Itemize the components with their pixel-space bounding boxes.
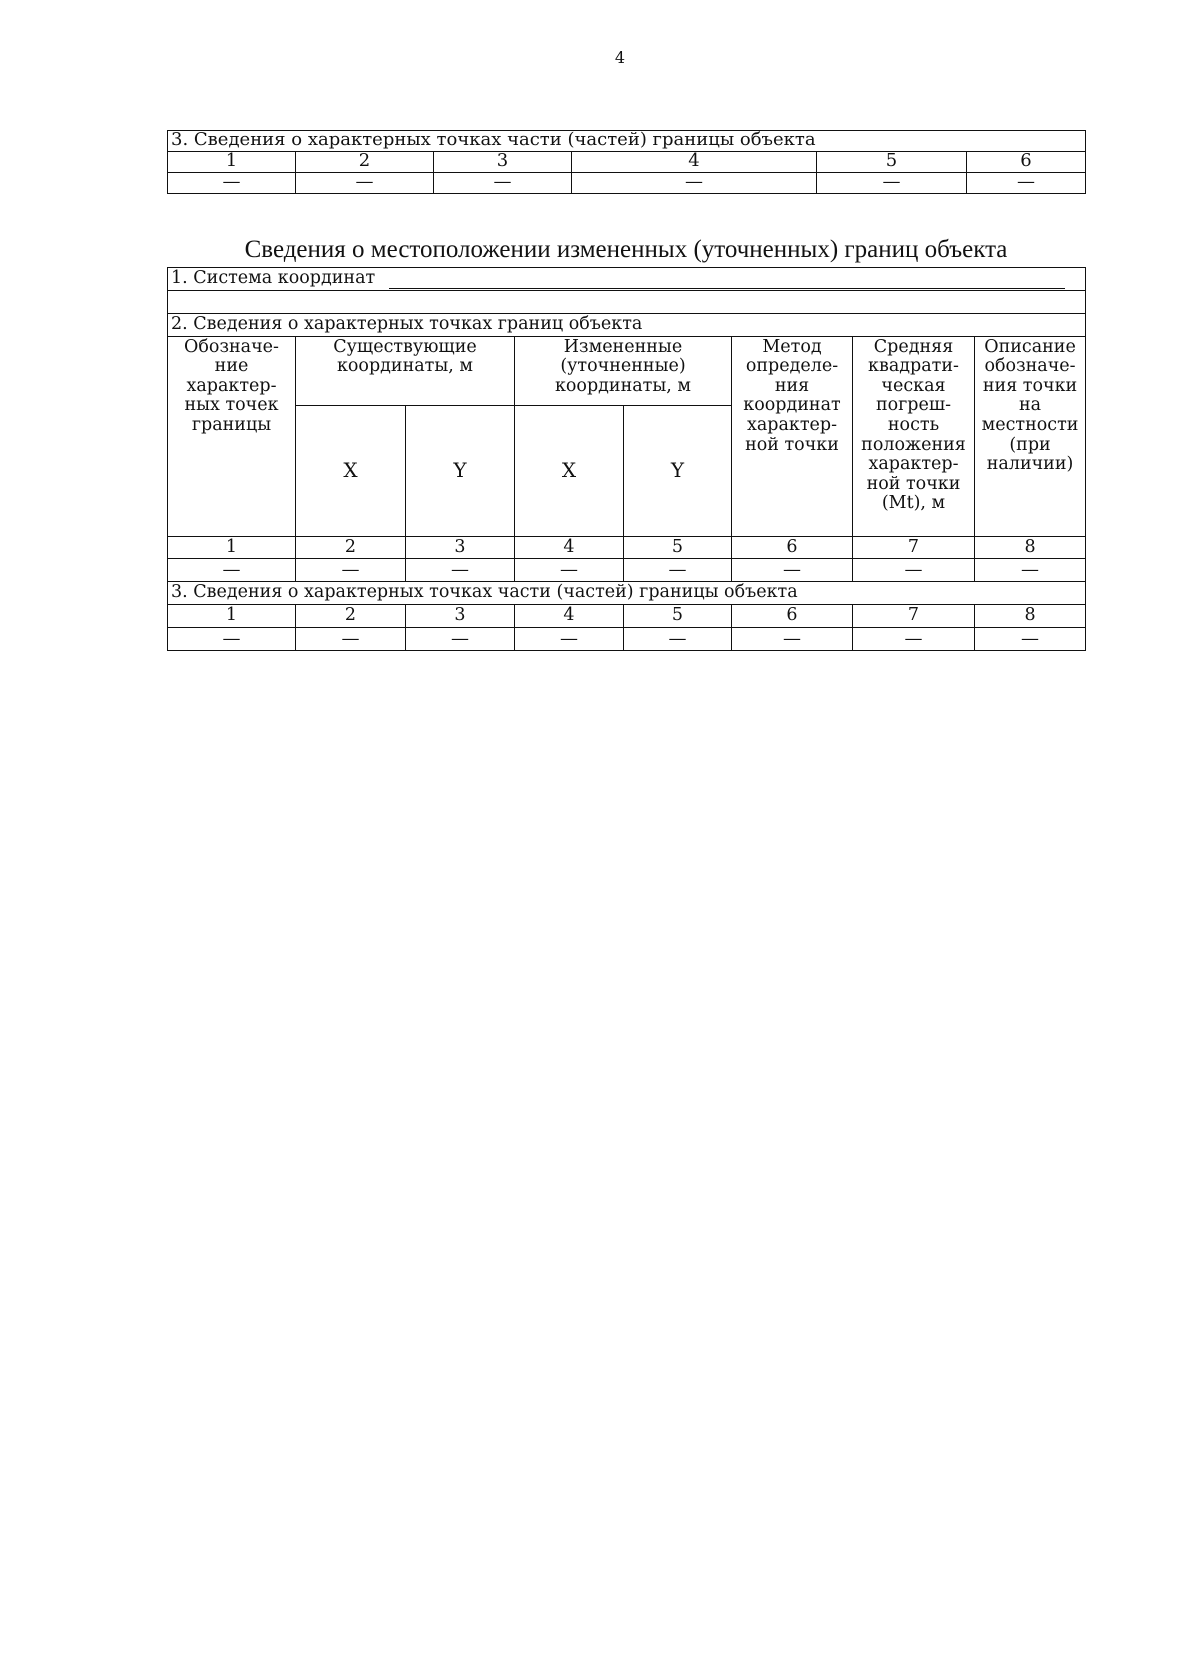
table-cell: —	[168, 173, 296, 194]
blank-row	[168, 291, 1086, 314]
column-number: 2	[296, 152, 434, 173]
column-number: 6	[967, 152, 1086, 173]
coordinate-system-blank-line	[389, 270, 1065, 289]
column-number: 7	[853, 604, 975, 627]
header-mean-square-error: Средняя квадрати- ческая погреш- ность положения характер- ной точки (Mt), м	[853, 336, 975, 536]
header-existing-x: X	[296, 405, 406, 536]
coordinate-system-label: 1. Система координат	[171, 268, 376, 288]
header-method: Метод определе- ния координат характер- ной точки	[732, 336, 853, 536]
table-cell: —	[967, 173, 1086, 194]
table-cell: —	[515, 627, 624, 650]
boundary-table	[167, 267, 1086, 651]
table-row	[168, 627, 1086, 650]
table-cell: —	[975, 559, 1086, 582]
column-number: 5	[817, 152, 967, 173]
column-number: 8	[975, 604, 1086, 627]
table-cell: —	[406, 627, 515, 650]
column-number: 8	[975, 536, 1086, 559]
coordinate-system-row	[168, 268, 1086, 291]
table-cell: —	[296, 173, 434, 194]
column-number: 3	[434, 152, 572, 173]
section-title: Сведения о местоположении измененных (уточненных) границ объекта	[244, 236, 1008, 263]
column-number: 2	[296, 604, 406, 627]
table-row	[168, 173, 1086, 194]
table-row	[168, 536, 1086, 559]
parts-section-label: 3. Сведения о характерных точках части (частей) границы объекта	[168, 582, 1086, 605]
table-cell: —	[732, 559, 853, 582]
header-existing-coords: Существующие координаты, м	[296, 336, 515, 405]
column-number: 4	[572, 152, 817, 173]
table-cell: —	[572, 173, 817, 194]
points-section-label: 2. Сведения о характерных точках границ объекта	[168, 314, 1086, 337]
table-cell: —	[732, 627, 853, 650]
table-cell: —	[434, 173, 572, 194]
column-number: 2	[296, 536, 406, 559]
table-cell: —	[853, 559, 975, 582]
table-row	[168, 559, 1086, 582]
header-description: Описание обозначе- ния точки на местности (при наличии)	[975, 336, 1086, 536]
column-number: 1	[168, 152, 296, 173]
column-number: 3	[406, 536, 515, 559]
column-number: 1	[168, 604, 296, 627]
table-cell: —	[296, 627, 406, 650]
column-number: 4	[515, 536, 624, 559]
column-number: 1	[168, 536, 296, 559]
table-cell: —	[624, 627, 732, 650]
column-number: 4	[515, 604, 624, 627]
header-designation: Обозначе- ние характер- ных точек границы	[168, 336, 296, 536]
table-cell: —	[624, 559, 732, 582]
table-cell: —	[853, 627, 975, 650]
column-number: 6	[732, 536, 853, 559]
table-cell: —	[296, 559, 406, 582]
table-cell: —	[515, 559, 624, 582]
header-changed-y: Y	[624, 405, 732, 536]
table-cell: —	[168, 559, 296, 582]
parts-section-label: 3. Сведения о характерных точках части (частей) границы объекта	[168, 131, 1086, 152]
table-cell: —	[817, 173, 967, 194]
page-number: 4	[614, 48, 626, 67]
column-number: 5	[624, 604, 732, 627]
table-cell: —	[168, 627, 296, 650]
column-number: 6	[732, 604, 853, 627]
header-changed-coords: Измененные (уточненные) координаты, м	[515, 336, 732, 405]
column-number: 5	[624, 536, 732, 559]
header-existing-y: Y	[406, 405, 515, 536]
parts-points-table-top	[167, 130, 1086, 194]
column-number: 7	[853, 536, 975, 559]
table-row	[168, 152, 1086, 173]
column-number: 3	[406, 604, 515, 627]
table-row	[168, 604, 1086, 627]
table-cell: —	[406, 559, 515, 582]
header-changed-x: X	[515, 405, 624, 536]
table-cell: —	[975, 627, 1086, 650]
